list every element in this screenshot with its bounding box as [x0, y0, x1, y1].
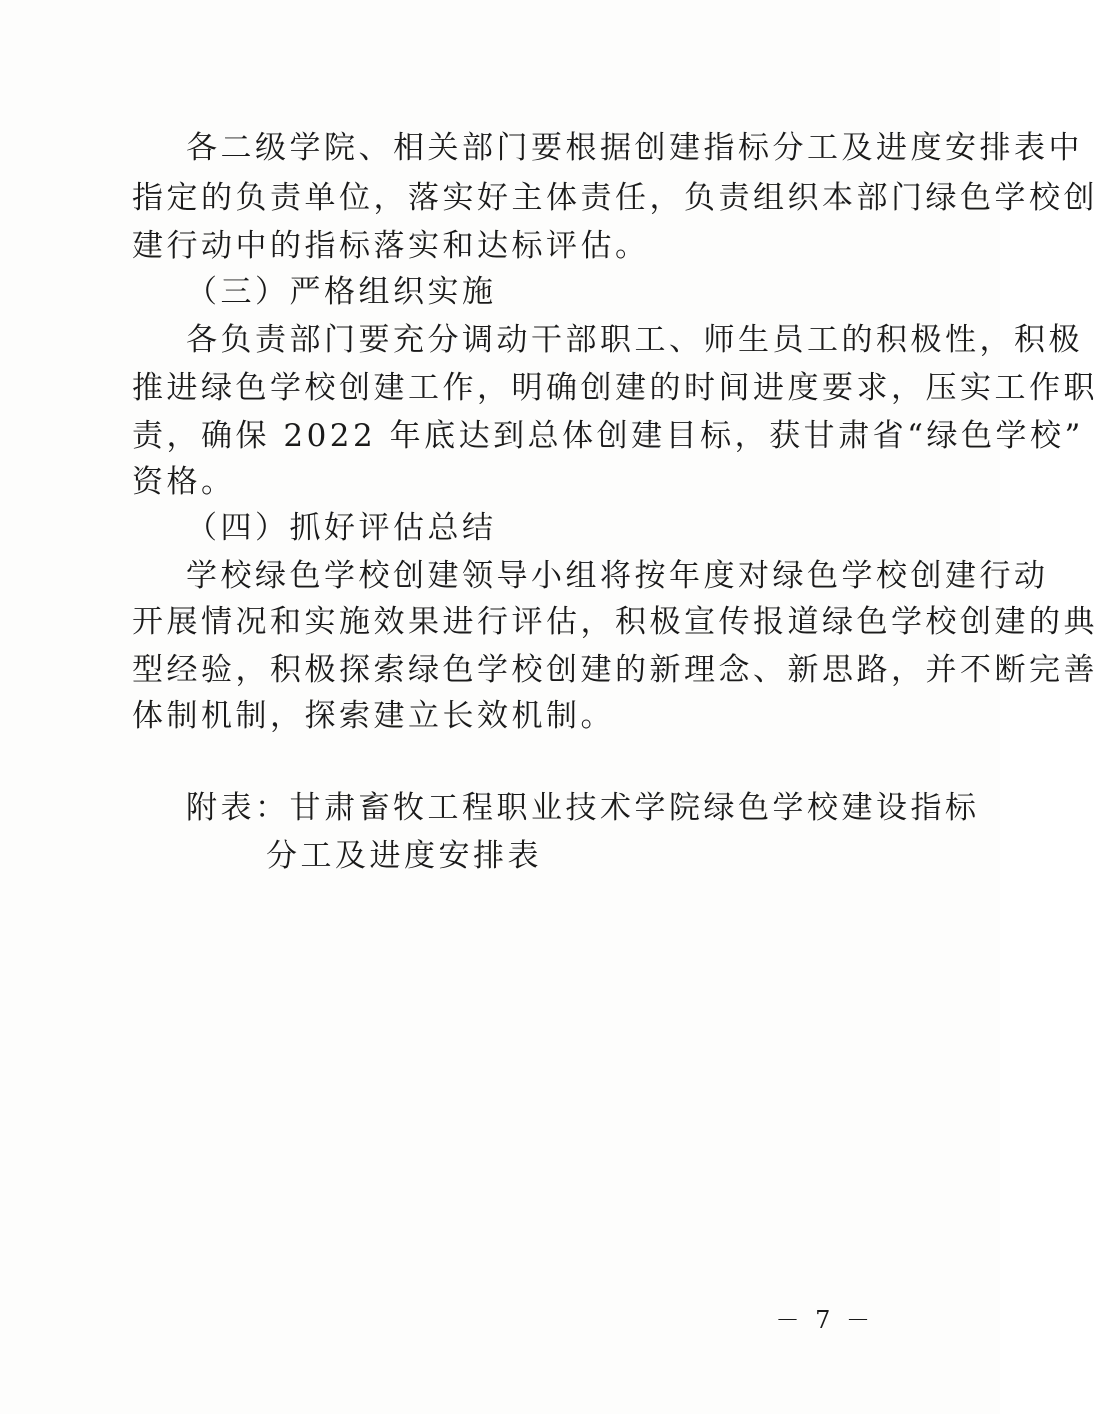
paragraph-2-line-2: 推进绿色学校创建工作，明确创建的时间进度要求，压实工作职: [132, 370, 1098, 406]
paragraph-3-line-2: 开展情况和实施效果进行评估，积极宣传报道绿色学校创建的典: [132, 604, 1098, 640]
paragraph-2-line-1: 各负责部门要充分调动干部职工、师生员工的积极性，积极: [186, 322, 1083, 358]
paragraph-2-line-3: 责，确保 2022 年底达到总体创建目标，获甘肃省“绿色学校”: [132, 418, 1084, 454]
paragraph-1-line-3: 建行动中的指标落实和达标评估。: [132, 228, 650, 264]
paragraph-1-line-2: 指定的负责单位，落实好主体责任，负责组织本部门绿色学校创: [132, 180, 1098, 216]
paragraph-3-line-4: 体制机制，探索建立长效机制。: [132, 698, 615, 734]
section-heading-3: （三）严格组织实施: [186, 274, 497, 310]
page-number: － 7 －: [775, 1306, 874, 1334]
paragraph-1-line-1: 各二级学院、相关部门要根据创建指标分工及进度安排表中: [186, 130, 1083, 166]
appendix-title-line-2: 分工及进度安排表: [266, 838, 542, 874]
paragraph-3-line-1: 学校绿色学校创建领导小组将按年度对绿色学校创建行动: [186, 558, 1049, 594]
paragraph-3-line-3: 型经验，积极探索绿色学校创建的新理念、新思路，并不断完善: [132, 652, 1098, 688]
section-heading-4: （四）抓好评估总结: [186, 510, 497, 546]
paragraph-2-line-4: 资格。: [132, 464, 236, 500]
appendix-title-line-1: 附表：甘肃畜牧工程职业技术学院绿色学校建设指标: [186, 790, 980, 826]
